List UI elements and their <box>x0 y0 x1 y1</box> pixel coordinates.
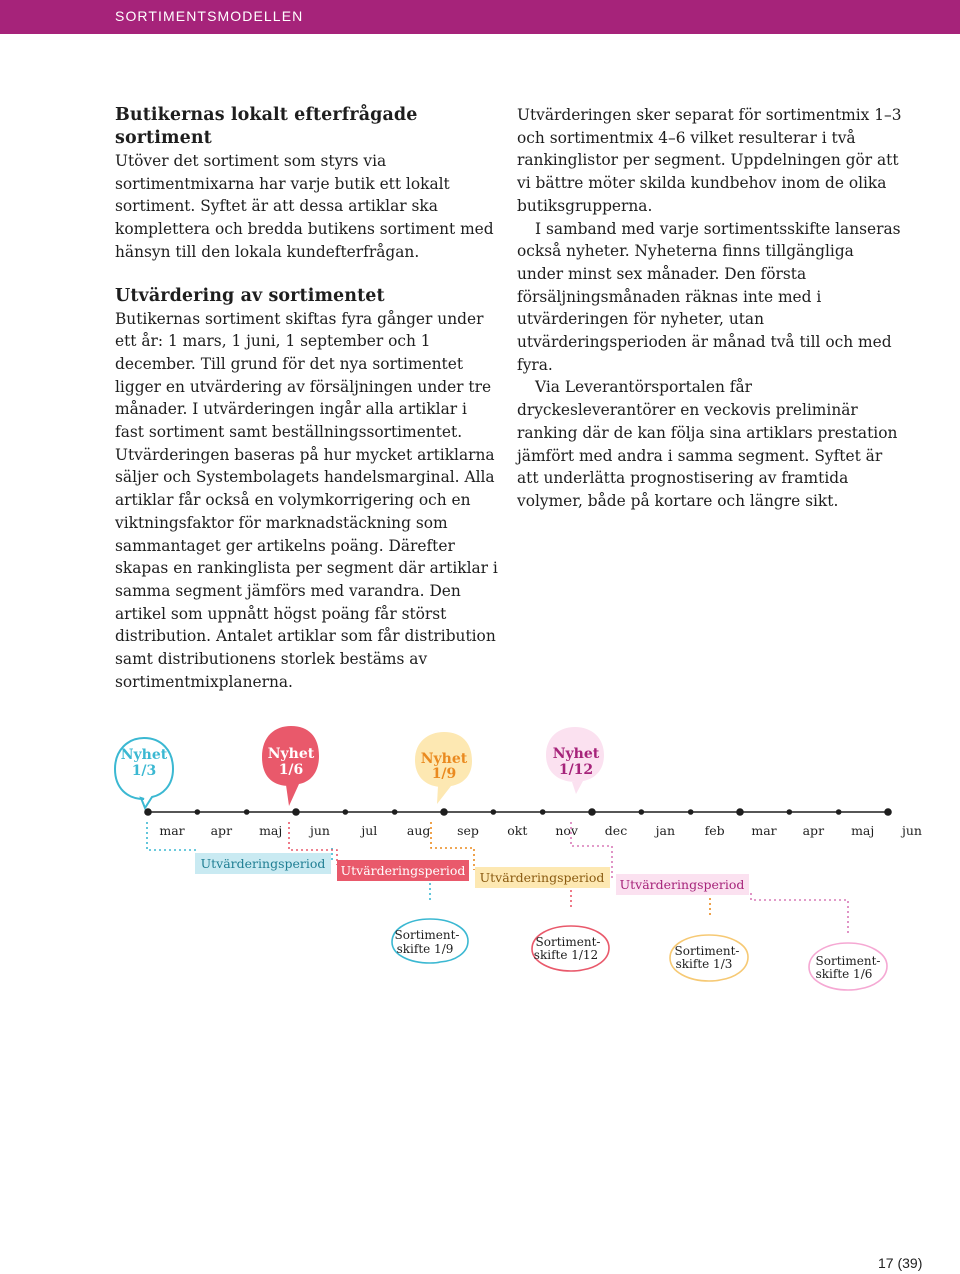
shift-line1: Sortiment- <box>674 944 740 958</box>
news-date: 1/6 <box>278 762 304 778</box>
news-bubble-sep <box>415 732 472 804</box>
month-dot <box>639 809 645 815</box>
period-bar-1 <box>195 853 331 874</box>
month-dot <box>195 809 201 815</box>
month-label: feb <box>704 823 725 838</box>
right-column <box>517 104 902 513</box>
heading-evaluation: Utvärdering av sortimentet <box>115 285 385 306</box>
month-dot <box>144 808 152 816</box>
period-label: Utvärderingsperiod <box>200 856 326 871</box>
news-bubble-mar <box>115 738 173 808</box>
shift-line1: Sortiment- <box>535 935 601 949</box>
month-dot <box>540 809 546 815</box>
period-bar-4 <box>616 874 749 895</box>
left-column <box>115 104 498 693</box>
month-label: maj <box>851 823 875 838</box>
paragraph-supplier-portal: Via Leverantörsportalen får dryckesleverantörer en veckovis preliminär ranking där de kan följa sina artiklars prestation jämfört med andra i samma segment. Syftet är att underlätta prognostisering av framtida volymer, både på kortare och längre sikt. <box>517 378 898 510</box>
page-total: (39) <box>897 1255 923 1271</box>
month-label: jun <box>902 823 922 838</box>
month-dot <box>343 809 349 815</box>
month-label: jan <box>655 823 676 838</box>
shift-line1: Sortiment- <box>394 928 460 942</box>
month-labels <box>159 823 922 838</box>
month-label: okt <box>507 823 528 838</box>
news-label: Nyhet <box>552 746 600 762</box>
month-dot <box>440 808 448 816</box>
month-dot <box>884 808 892 816</box>
month-dot <box>836 809 842 815</box>
month-label: aug <box>406 823 431 838</box>
news-label: Nyhet <box>420 751 468 767</box>
month-dot <box>392 809 398 815</box>
paragraph-evaluation: Butikernas sortiment skiftas fyra gånger under ett år: 1 mars, 1 juni, 1 september och 1 december. Till grund för det nya sortimentet ligger en utvärdering av försäljningen under tre månader. I utvärderingen ingår alla artiklar i fast sortiment samt beställningssortimentet. Utvärderingen baseras på hur mycket artiklarna säljer och Systembolagets handelsmarginal. Alla artiklar får också en volymkorrigering och en viktningsfaktor för marknadstäckning som sammantaget ger artikelns poäng. Därefter skapas en rankinglista per segment där artiklar i samma segment jämförs med varandra. Den artikel som uppnått högst poäng får störst distribution. Antalet artiklar som får distribution samt distributionens storlek bestäms av sortimentmixplanerna. <box>115 309 498 691</box>
month-dot <box>787 809 793 815</box>
period-label: Utvärderingsperiod <box>479 870 605 885</box>
shift-line2: skifte 1/9 <box>396 942 454 956</box>
month-label: jul <box>361 823 378 838</box>
paragraph-local-assortment: Utöver det sortiment som styrs via sortimentmixarna har varje butik ett lokalt sortiment. Syftet är att dessa artiklar ska komplettera och bredda butikens sortiment med hänsyn till den lokala kundefterfrågan. <box>115 152 494 261</box>
month-label: dec <box>604 823 628 838</box>
news-date: 1/9 <box>431 766 457 782</box>
period-label: Utvärderingsperiod <box>619 877 745 892</box>
shift-bubble-sep <box>392 919 468 963</box>
page-number <box>878 1255 922 1271</box>
news-label: Nyhet <box>120 747 168 763</box>
month-label: apr <box>210 823 233 838</box>
shift-bubble-dec <box>532 926 609 971</box>
month-label: mar <box>159 823 185 838</box>
month-label: maj <box>259 823 283 838</box>
timeline-diagram <box>0 720 960 1020</box>
paragraph-separate-evaluation: Utvärderingen sker separat för sortimentmix 1–3 och sortimentmix 4–6 vilket resulterar i två rankinglistor per segment. Uppdelningen gör att vi bättre möter skilda kundbehov inom de olika butiksgrupperna. <box>517 106 902 215</box>
news-date: 1/3 <box>131 763 157 779</box>
month-label: mar <box>751 823 777 838</box>
month-dot <box>292 808 300 816</box>
month-dot <box>244 809 250 815</box>
news-date: 1/12 <box>558 762 594 778</box>
month-dot <box>491 809 497 815</box>
shift-bubble-mar <box>670 935 748 981</box>
section-title: SORTIMENTSMODELLEN <box>115 8 304 24</box>
shift-line2: skifte 1/3 <box>675 957 733 971</box>
shift-line2: skifte 1/12 <box>533 948 599 962</box>
month-dot <box>736 808 744 816</box>
month-label: sep <box>457 823 479 838</box>
paragraph-news: I samband med varje sortimentsskifte lanseras också nyheter. Nyheterna finns tillgängliga under minst sex månader. Den första försäljningsmånaden räknas inte med i utvärderingen för nyheter, utan utvärderingsperioden är månad två till och med fyra. <box>517 219 901 374</box>
shift-line2: skifte 1/6 <box>815 967 873 981</box>
heading-local-assortment: Butikernas lokalt efterfrågade sortiment <box>115 105 418 148</box>
connector-shift-jun <box>751 893 848 936</box>
month-dot <box>688 809 694 815</box>
news-label: Nyhet <box>267 746 315 762</box>
month-dot <box>588 808 596 816</box>
month-label: jun <box>310 823 330 838</box>
shift-line1: Sortiment- <box>815 954 881 968</box>
top-banner <box>0 0 960 34</box>
news-bubble-dec <box>546 727 604 794</box>
shift-bubble-jun <box>809 943 887 990</box>
news-bubble-jun <box>262 726 319 806</box>
month-label: nov <box>555 823 578 838</box>
page-current: 17 <box>878 1255 894 1271</box>
period-bar-3 <box>475 867 610 888</box>
month-label: apr <box>802 823 825 838</box>
period-bar-2 <box>337 860 469 881</box>
period-label: Utvärderingsperiod <box>340 863 466 878</box>
